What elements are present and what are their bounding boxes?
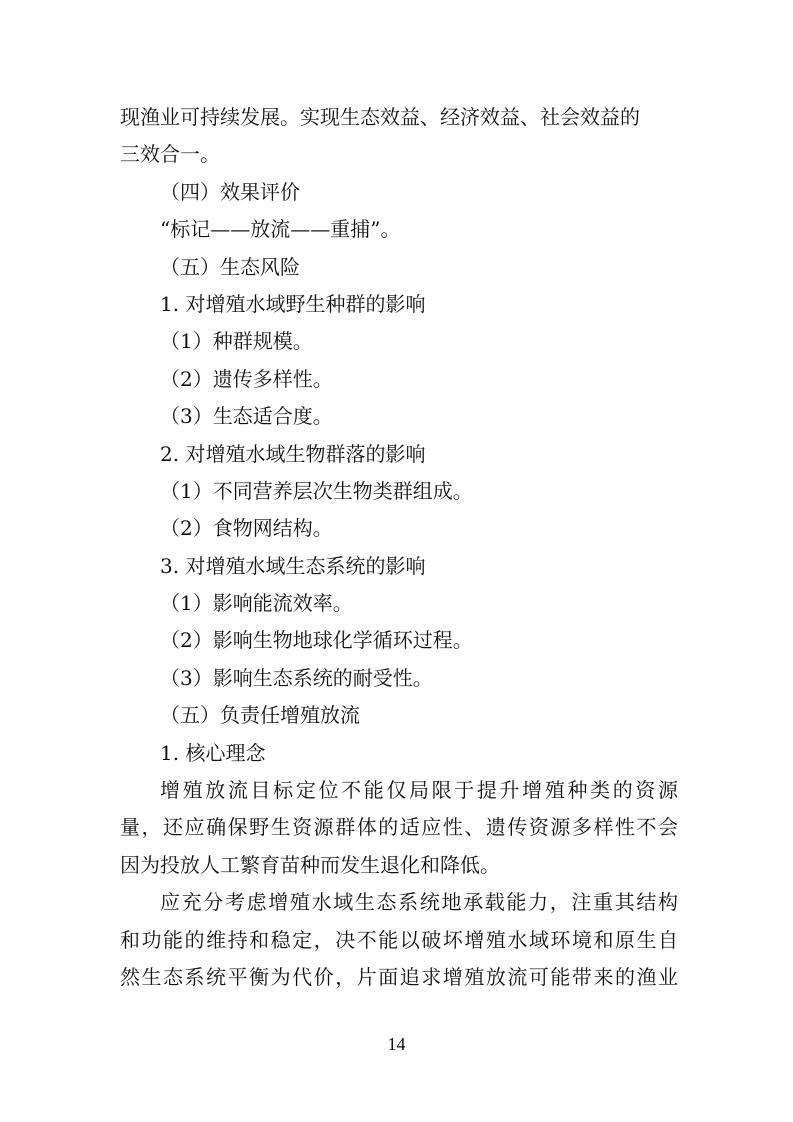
subsection-heading: 2. 对增殖水域生物群落的影响 [160,441,426,466]
list-item: （1）种群规模。 [160,329,313,354]
paragraph-core-concept [120,772,678,884]
subsection-heading: 3. 对增殖水域生态系统的影响 [160,553,426,578]
paragraph-carrying-capacity [120,884,678,996]
paragraph-line: 因为投放人工繁育苗种而发生退化和降低。 [120,852,500,877]
section-heading: （五）生态风险 [160,254,300,279]
list-item: （3）生态适合度。 [160,404,333,429]
list-item: （2）影响生物地球化学循环过程。 [160,628,473,653]
page-number: 14 [387,1034,406,1054]
text-line: “标记——放流——重捕”。 [160,217,401,242]
subsection-heading: 1. 对增殖水域野生种群的影响 [160,291,426,316]
section-heading: （四）效果评价 [160,179,300,204]
paragraph-line: 应充分考虑增殖水域生态系统地承载能力，注重其结构 [160,890,678,915]
list-item: （3）影响生态系统的耐受性。 [160,665,433,690]
paragraph-line: 增殖放流目标定位不能仅局限于提升增殖种类的资源 [160,778,678,803]
text-line: 三效合一。 [120,142,220,167]
subsection-heading: 1. 核心理念 [160,740,266,765]
section-heading: （五）负责任增殖放流 [160,703,360,728]
list-item: （1）影响能流效率。 [160,591,353,616]
list-item: （2）食物网结构。 [160,516,333,541]
text-line: 现渔业可持续发展。实现生态效益、经济效益、社会效益的 [120,105,640,129]
paragraph-line: 和功能的维持和稳定，决不能以破坏增殖水域环境和原生自 [120,927,678,952]
paragraph-line: 然生态系统平衡为代价，片面追求增殖放流可能带来的渔业 [120,965,678,990]
list-item: （1）不同营养层次生物类群组成。 [160,478,473,503]
paragraph-line: 量，还应确保野生资源群体的适应性、遗传资源多样性不会 [120,815,678,840]
page-body [120,99,678,996]
list-item: （2）遗传多样性。 [160,366,333,391]
